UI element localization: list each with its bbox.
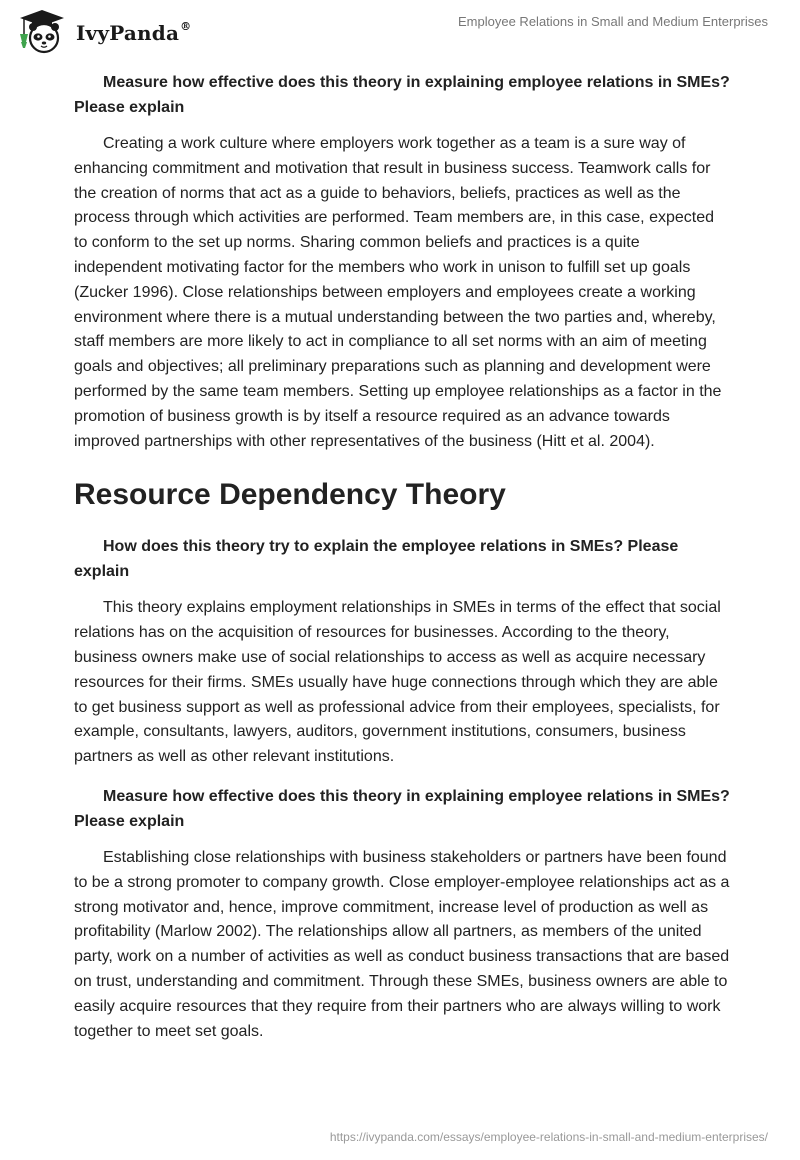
paragraph: Establishing close relationships with business stakeholders or partners have been found to be a strong promoter to company growth. Close employer-employee relationships act as a strong motivator and, hence, improve commitment, increase level of production as well as profitability (Marlow 2002). The relationships allow all partners, as members of the united party, work on a number of activities as well as conduct business transactions that are based on trust, understanding and commitment. Through these SMEs, business owners are able to easily acquire resources that they require from their partners who are always willing to work together to meet set goals. [74,848,730,1040]
paragraph: Creating a work culture where employers work together as a team is a sure way of enhancing commitment and motivation that result in business success. Teamwork calls for the creation of norms that act as a guide to behaviors, beliefs, practices as well as the process through which activities are performed. Team members are, in this case, expected to conform to the set up norms. Sharing common beliefs and practices is a quite independent motivating factor for the members who work in unison to fulfill set up goals (Zucker 1996). Close relationships between employers and employees create a working environment where there is a mutual understanding between the two parties and, whereby, staff members are more likely to act in compliance to all set norms with an aim of meeting goals and objectives; all preliminary preparations such as planning and development were performed by the same team members. Setting up employee relationships as a factor in the promotion of business growth is by itself a resource required as an advance towards improved partnerships with other representatives of the business (Hitt et al. 2004). [74,135,722,450]
panda-graduate-icon [14,8,70,54]
logo-wordmark: IvyPanda® [76,20,192,45]
question-heading: Measure how effective does this theory in explaining employee relations in SMEs? Please explain [74,787,730,830]
ivypanda-logo[interactable] [14,8,191,54]
section-heading: Resource Dependency Theory [74,478,506,512]
page-header [0,0,800,60]
essay-body [74,70,730,1054]
paragraph: This theory explains employment relationships in SMEs in terms of the effect that social relations has on the acquisition of resources for businesses. According to the theory, business owners make use of social relationships to access as well as acquire necessary resources for their firms. SMEs usually have huge connections through which they are able to get business support as well as professional advice from their employees, specialists, for example, consultants, lawyers, auditors, government institutions, consumers, business partners as well as other relevant institutions. [74,599,721,766]
question-heading: How does this theory try to explain the employee relations in SMEs? Please explain [74,538,679,581]
document-title: Employee Relations in Small and Medium Enterprises [458,14,768,29]
question-heading: Measure how effective does this theory in explaining employee relations in SMEs? Please explain [74,74,730,116]
source-url[interactable]: https://ivypanda.com/essays/employee-relations-in-small-and-medium-enterprises/ [329,1130,768,1144]
